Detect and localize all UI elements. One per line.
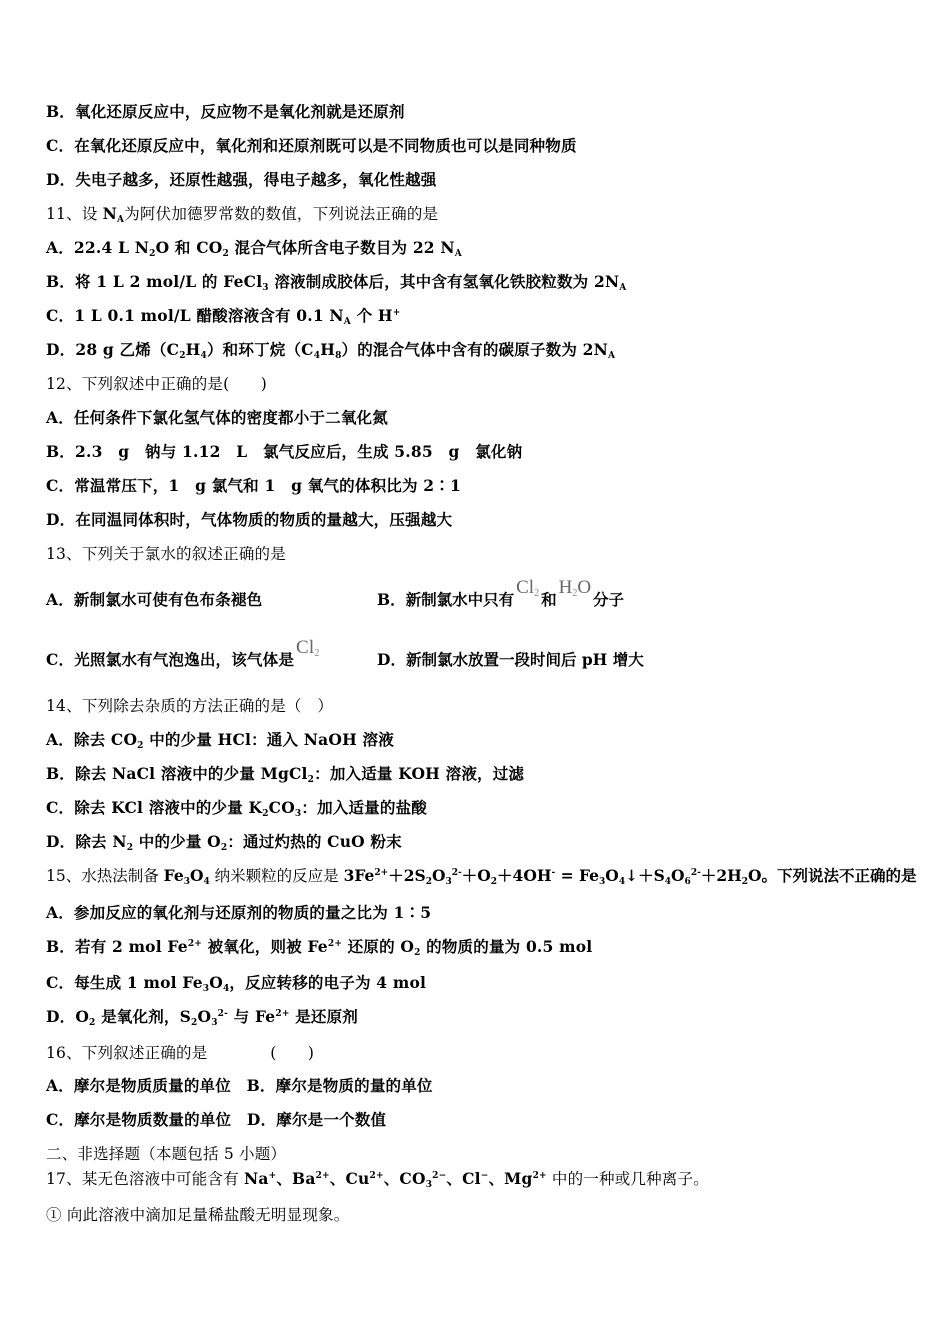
q17-step-1: ① 向此溶液中滴加足量稀盐酸无明显现象。 bbox=[46, 1206, 350, 1224]
q12-option-a: A．任何条件下氯化氢气体的密度都小于二氧化氮 bbox=[46, 408, 388, 427]
q13-option-a: A．新制氯水可使有色布条褪色 bbox=[46, 590, 263, 609]
q11-option-c: C．1 L 0.1 mol/L 醋酸溶液含有 0.1 $N_A$ 个 H+ bbox=[46, 306, 401, 327]
q17-stem: 17、某无色溶液中可能含有 Na+、$Ba^{2+}$、$Cu^{2+}$、$CO_3^{2-}$、Cl−、$Mg^{2+}$ 中的一种或几种离子。 bbox=[46, 1169, 709, 1190]
q15-option-d: D．$O_2$ 是氧化剂，$S_2O_3^{2-}$ 与 $Fe^{2+}$ 是还原剂 bbox=[46, 1007, 358, 1028]
q15-option-c: C．每生成 1 mol $Fe_3O_4$，反应转移的电子为 4 mol bbox=[46, 973, 427, 994]
q16-stem: 16、下列叙述正确的是 ( ) bbox=[46, 1044, 315, 1062]
q16-options-ab: A．摩尔是物质质量的单位 B．摩尔是物质的量的单位 bbox=[46, 1076, 433, 1095]
q10-option-c: C．在氧化还原反应中，氧化剂和还原剂既可以是不同物质也可以是同种物质 bbox=[46, 136, 577, 155]
q12-stem: 12、下列叙述中正确的是( ) bbox=[46, 375, 268, 393]
cl2-formula: $Cl_2$ bbox=[516, 577, 540, 599]
q11-stem: 11、设 $N_A$为阿伏加德罗常数的数值，下列说法正确的是 bbox=[46, 204, 439, 225]
q14-option-d: D．除去 $N_2$ 中的少量 $O_2$：通过灼热的 CuO 粉末 bbox=[46, 832, 402, 853]
h2o-formula: $H_2O$ bbox=[558, 577, 592, 599]
q13-stem: 13、下列关于氯水的叙述正确的是 bbox=[46, 545, 286, 563]
q13-option-c: C．光照氯水有气泡逸出，该气体是$Cl_2$ bbox=[46, 637, 320, 669]
q15-option-b: B．若有 2 mol $Fe^{2+}$ 被氧化，则被 $Fe^{2+}$ 还原的 $O_2$ 的物质的量为 0.5 mol bbox=[46, 937, 593, 958]
q12-option-d: D．在同温同体积时，气体物质的物质的量越大，压强越大 bbox=[46, 510, 453, 529]
q11-option-d: D．28 g 乙烯$(C_2H_4)$和环丁烷$(C_4H_8)$的混合气体中含有的碳原子数为 $2N_A$ bbox=[46, 340, 616, 361]
q11-option-a: A．22.4 L $N_2O$ 和 $CO_2$ 混合气体所含电子数目为 22 $N_A$ bbox=[46, 238, 462, 259]
q10-option-d: D．失电子越多，还原性越强，得电子越多，氧化性越强 bbox=[46, 170, 437, 189]
q15-option-a: A．参加反应的氧化剂与还原剂的物质的量之比为 1∶5 bbox=[46, 903, 432, 922]
q13-option-d: D．新制氯水放置一段时间后 pH 增大 bbox=[377, 650, 644, 669]
q12-option-b: B．2.3 g 钠与 1.12 L 氯气反应后，生成 5.85 g 氯化钠 bbox=[46, 442, 523, 461]
q14-option-a: A．除去 $CO_2$ 中的少量 HCl：通入 NaOH 溶液 bbox=[46, 730, 394, 751]
q10-option-b: B．氧化还原反应中，反应物不是氧化剂就是还原剂 bbox=[46, 102, 405, 121]
q11-option-b: B．将 1 L 2 mol/L 的 FeCl$_3$ 溶液制成胶体后，其中含有氢氧化铁胶粒数为 $2N_A$ bbox=[46, 272, 627, 293]
q14-option-b: B．除去 NaCl 溶液中的少量 MgCl$_2$：加入适量 KOH 溶液，过滤 bbox=[46, 764, 525, 785]
q14-stem: 14、下列除去杂质的方法正确的是（ ） bbox=[46, 697, 334, 715]
q12-option-c: C．常温常压下，1 g 氯气和 1 g 氧气的体积比为 2∶1 bbox=[46, 476, 461, 495]
q14-option-c: C．除去 KCl 溶液中的少量 $K_2CO_3$：加入适量的盐酸 bbox=[46, 798, 427, 819]
cl2-formula: $Cl_2$ bbox=[296, 637, 320, 659]
q16-options-cd: C．摩尔是物质数量的单位 D．摩尔是一个数值 bbox=[46, 1110, 387, 1129]
q15-stem: 15、水热法制备 $Fe_3O_4$ 纳米颗粒的反应是 $3Fe^{2+}+2S_2O_3^{2-}+O_2+4OH^-$ = $Fe_3O_4↓+S_4O_6^{2-}+2H_2O$。下列说法不正确的是 bbox=[46, 866, 917, 887]
q13-option-b: B．新制氯水中只有$Cl_2$ 和$H_2O$分子 bbox=[377, 577, 625, 609]
section-heading: 二、非选择题（本题包括 5 小题） bbox=[46, 1145, 287, 1163]
